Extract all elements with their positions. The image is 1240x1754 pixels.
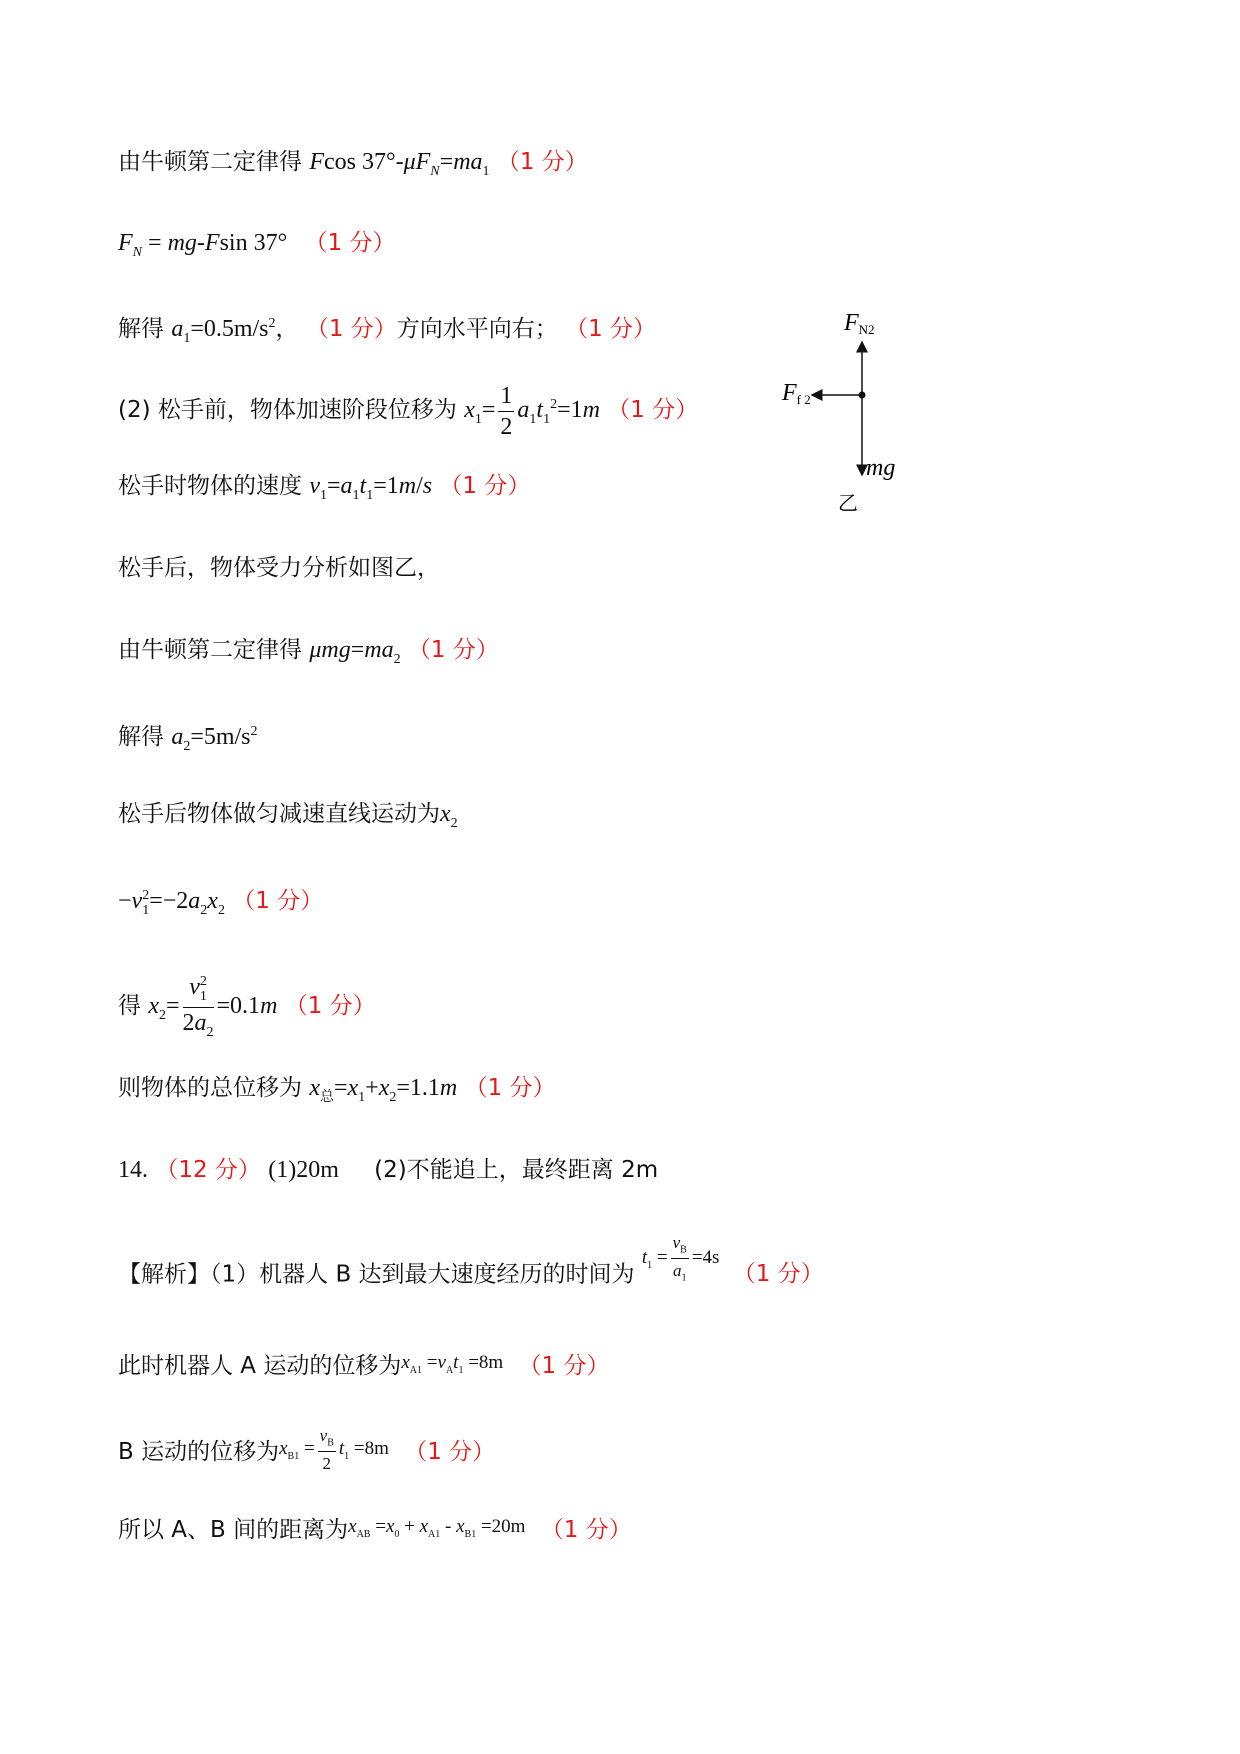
line-solve-a2: 解得 $a_2=5m/s^2$ — [118, 724, 258, 754]
score-17: （1 分） — [540, 1517, 632, 1543]
line-normal-force — [118, 227, 395, 269]
line-robot-b-displacement: B 运动的位移为$^{x_{B1} = \frac{v_B}{2} t_1 =8m}$ （1 分） — [118, 1426, 496, 1474]
score-3b: （1 分） — [565, 316, 657, 342]
line-velocity-v1: 松手时物体的速度 $v_1=a_1t_1=1m/s$ （1 分） — [118, 473, 531, 503]
formula-xa1: xA1 =vAt1 =8m — [401, 1352, 504, 1376]
formula-total: $x_总=x_1+x_2=1.1m$ — [309, 1075, 458, 1105]
score-14a: （1 分） — [732, 1261, 824, 1288]
score-3a: （1 分） — [305, 316, 397, 342]
free-body-diagram — [780, 300, 940, 530]
line-question-14: 14. （12 分） (1)20m (2)不能追上，最终距离 2m — [118, 1157, 659, 1183]
label-friction-force: Ff 2 — [782, 380, 811, 407]
line-force-analysis: 松手后，物体受力分析如图乙， — [118, 555, 440, 581]
line-newton-law-2: 由牛顿第二定律得 $\mu mg=ma_2$ （1 分） — [118, 637, 499, 667]
line-newton-law-1: 由牛顿第二定律得 Fcos $37^\circ-\mu F_N=ma_1$ （1 分） — [118, 149, 588, 179]
score-11: （1 分） — [284, 992, 376, 1019]
formula-newton-1: Fcos $37^\circ-\mu F_N=ma_1$ — [309, 149, 490, 179]
score-12: （1 分） — [464, 1075, 556, 1101]
formula-a1: $a_1=0.5m/s^2$ — [171, 316, 276, 346]
score-7: （1 分） — [407, 637, 499, 663]
score-2: （1 分） — [304, 230, 396, 256]
formula-xab: xAB =x0 + xA1 - xB1 =20m — [348, 1516, 526, 1540]
label-normal-force: FN2 — [844, 310, 875, 337]
line-analysis-time: 【解析】（1）机器人 B 达到最大速度经历的时间为 $^{t_1 = \frac{v_B}{a_1} =4s}$ （1 分） — [118, 1233, 824, 1288]
formula-a2: $a_2=5m/s^2$ — [171, 724, 258, 754]
score-5: （1 分） — [439, 473, 531, 499]
formula-normal-force: $F_N = mg-Fsin$ 37° — [118, 230, 288, 260]
score-10: （1 分） — [232, 888, 324, 914]
line-ab-distance: 所以 A、B 间的距离为$^{x_{AB} =x_0 + x_{A1} - x_{B1} =20m}$ （1 分） — [118, 1516, 632, 1543]
line-solve-x2: 得 $x_2=$ $\frac{v_1^2}{2a_2}$ =0.1m （1 分） — [118, 974, 376, 1040]
formula-newton-2: $\mu mg=ma_2$ — [309, 637, 401, 667]
figure-caption: 乙 — [838, 491, 858, 515]
line-robot-a-displacement: 此时机器人 A 运动的位移为$^{x_{A1} =v_At_1 =8m}$ （1 分） — [118, 1352, 610, 1379]
line-kinematics-eq — [118, 880, 323, 927]
line-solve-a1: 解得 $a_1=0.5m/s^2$， （1 分）方向水平向右； （1 分） — [118, 316, 657, 346]
score-14: （12 分） — [155, 1157, 261, 1183]
formula-x2: $x_2=$ $\frac{v_1^2}{2a_2}$ =0.1m — [148, 974, 278, 1040]
formula-t1: t1 = vB a1 =4s — [641, 1233, 720, 1284]
line-total-displacement: 则物体的总位移为 $x_总=x_1+x_2=1.1m$ （1 分） — [118, 1075, 556, 1105]
formula-v1: $v_1=a_1t_1=1m/s$ — [309, 473, 433, 503]
label-gravity: mg — [866, 455, 896, 481]
score-4: （1 分） — [607, 397, 699, 424]
formula-x1: $x_1=$ $\frac{1}{2}$ $a_1t_1^2=1m$ — [464, 383, 600, 440]
line-decel-motion: 松手后物体做匀减速直线运动为$x_2$ — [118, 801, 458, 831]
score-15: （1 分） — [518, 1353, 610, 1379]
formula-xb1: xB1 = vB 2 t1 =8m — [279, 1426, 389, 1474]
body-point — [859, 392, 866, 399]
score-1: （1 分） — [496, 149, 588, 175]
line-displacement-x1: (2) 松手前，物体加速阶段位移为 $x_1=$ $\frac{1}{2}$ $a_1t_1^2=1m$ （1 分） — [118, 383, 699, 440]
score-16: （1 分） — [404, 1439, 496, 1466]
formula-kinematics: $-v_1^2=-2a_2x_2$ — [118, 888, 225, 918]
